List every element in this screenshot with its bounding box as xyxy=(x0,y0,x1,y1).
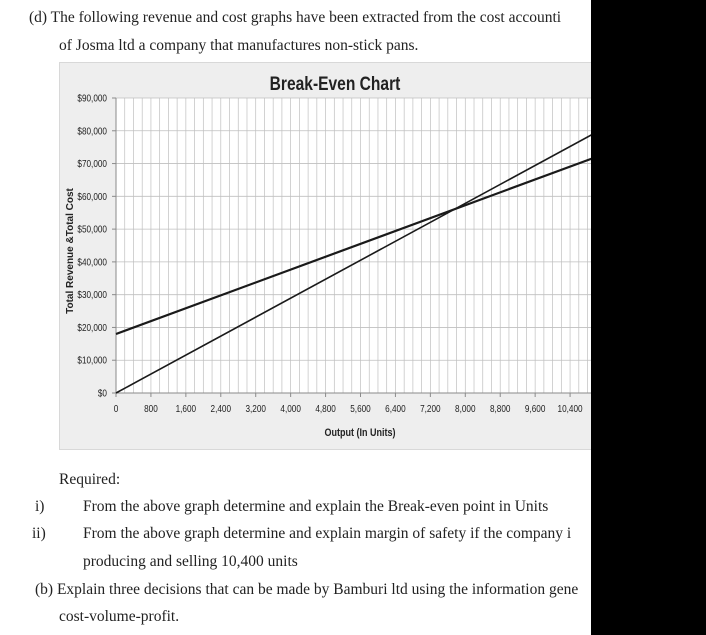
x-tick-label: 0 xyxy=(113,403,119,415)
question-ii-text: From the above graph determine and explain margin of safety if the company i xyxy=(83,525,572,542)
y-tick-label: $50,000 xyxy=(77,223,107,235)
required-label: Required: xyxy=(59,471,121,488)
question-b-text-continued: cost-volume-profit. xyxy=(59,608,180,625)
y-tick-label: $60,000 xyxy=(77,191,107,203)
x-tick-label: 7,200 xyxy=(420,403,441,415)
y-tick-label: $0 xyxy=(97,387,107,399)
black-margin-bar xyxy=(591,0,706,635)
break-even-chart xyxy=(59,62,628,450)
y-tick-label: $30,000 xyxy=(77,289,107,301)
x-tick-label: 2,400 xyxy=(210,403,232,415)
y-axis-label: Total Revenue &Total Cost xyxy=(65,188,76,314)
x-tick-label: 4,000 xyxy=(280,403,301,415)
x-tick-label: 8,800 xyxy=(489,403,511,415)
x-tick-label: 8,000 xyxy=(455,403,476,415)
x-axis-label: Output (In Units) xyxy=(324,427,396,440)
chart-title: Break-Even Chart xyxy=(269,72,401,95)
x-tick-label: 6,400 xyxy=(385,403,406,415)
question-d-intro-line1: (d) The following revenue and cost graphs have been extracted from the cost accounti xyxy=(29,9,562,26)
question-d-intro-line2: of Josma ltd a company that manufactures non-stick pans. xyxy=(59,37,419,54)
x-tick-label: 5,600 xyxy=(350,403,371,415)
x-tick-label: 10,400 xyxy=(557,403,583,415)
y-tick-label: $20,000 xyxy=(77,322,107,334)
y-tick-label: $10,000 xyxy=(77,354,107,366)
x-tick-label: 9,600 xyxy=(524,403,546,415)
x-tick-label: 1,600 xyxy=(175,403,197,415)
question-b-text: (b) Explain three decisions that can be made by Bamburi ltd using the information gene xyxy=(35,581,579,598)
x-tick-label: 800 xyxy=(144,403,158,415)
y-tick-label: $80,000 xyxy=(77,125,107,137)
question-ii-number: ii) xyxy=(32,525,46,542)
break-even-chart-svg xyxy=(60,63,629,451)
question-ii-text-continued: producing and selling 10,400 units xyxy=(83,553,298,570)
x-tick-label: 4,800 xyxy=(315,403,336,415)
question-i-number: i) xyxy=(35,498,45,515)
x-tick-label: 3,200 xyxy=(245,403,266,415)
y-tick-label: $90,000 xyxy=(77,92,107,104)
y-tick-label: $40,000 xyxy=(77,256,107,268)
y-tick-label: $70,000 xyxy=(77,158,107,170)
question-i-text: From the above graph determine and explain the Break-even point in Units xyxy=(83,498,549,515)
